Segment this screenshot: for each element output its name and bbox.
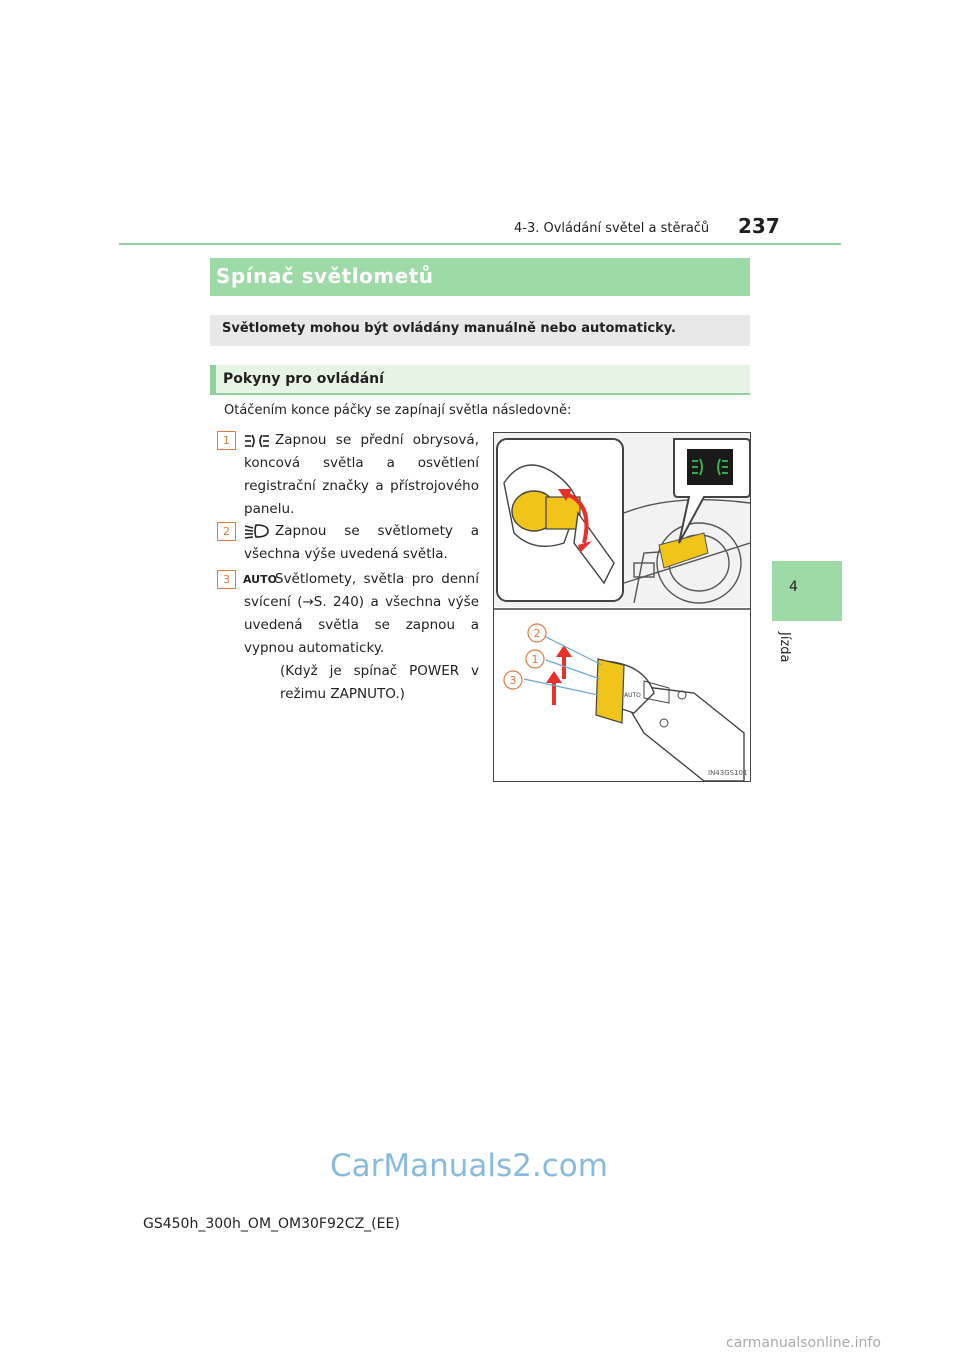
figure-callout-1-label: 1 xyxy=(531,653,539,666)
item-text-3-note: (Když je spínač POWER v režimu ZAPNUTO.) xyxy=(280,663,479,702)
footer-code: GS450h_300h_OM_OM30F92CZ_(EE) xyxy=(143,1216,400,1232)
item-text-3 xyxy=(244,568,479,706)
figure-callout-3-label: 3 xyxy=(509,674,517,687)
running-header: 4-3. Ovládání světel a stěračů xyxy=(514,221,710,236)
subsection-accent xyxy=(210,365,216,395)
watermark-bottom: carmanualsonline.info xyxy=(726,1335,881,1351)
figure-callout-2-label: 2 xyxy=(533,627,541,640)
watermark-top: CarManuals2.com xyxy=(330,1148,608,1184)
lever-auto-label: AUTO xyxy=(624,692,641,699)
item-text-1-body: Zapnou se přední obrysová, koncová světla a osvětlení registrační značky a přístrojového panelu. xyxy=(244,432,479,517)
item-text-2 xyxy=(244,520,479,566)
lead-paragraph: Otáčením konce páčky se zapínají světla následovně: xyxy=(224,403,572,418)
figure-image-code: IN43GS101 xyxy=(708,769,748,777)
item-badge-3: 3 xyxy=(217,570,236,589)
auto-icon: AUTO xyxy=(243,573,277,586)
illustration-figure xyxy=(493,432,751,782)
section-title: Spínač světlometů xyxy=(216,264,434,288)
illustration-svg xyxy=(494,433,750,781)
item-badge-1: 1 xyxy=(217,431,236,450)
item-text-3-body: Světlomety, světla pro denní svícení (→S. 240) a všechna výše uvedená světla se zapnou a vypnou automaticky. xyxy=(244,571,479,656)
item-text-1 xyxy=(244,429,479,521)
intro-text: Světlomety mohou být ovládány manuálně nebo automaticky. xyxy=(222,321,676,336)
chapter-tab xyxy=(772,561,842,621)
item-badge-2: 2 xyxy=(217,522,236,541)
figure-callout-1 xyxy=(526,650,544,668)
item-text-2-body: Zapnou se světlomety a všechna výše uvedená světla. xyxy=(244,523,479,562)
figure-callout-2 xyxy=(528,624,546,642)
figure-callout-3 xyxy=(504,671,522,689)
subsection-title: Pokyny pro ovládání xyxy=(223,371,384,387)
page-number: 237 xyxy=(738,214,780,238)
header-rule xyxy=(119,243,841,245)
chapter-label: Jízda xyxy=(777,632,792,663)
chapter-number: 4 xyxy=(789,579,798,595)
